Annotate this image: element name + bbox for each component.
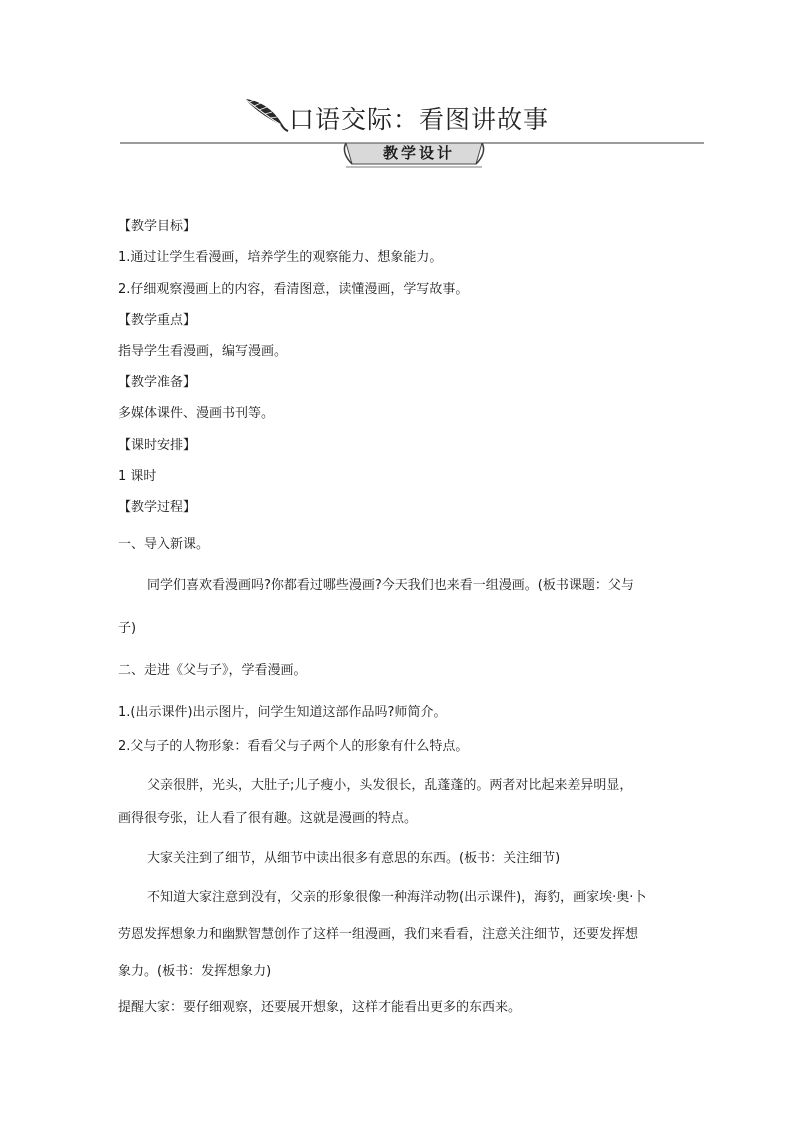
step-2-item-2: 2.父与子的人物形象：看看父与子两个人的形象有什么特点。: [118, 739, 469, 754]
feather-quill-icon: [241, 96, 289, 134]
step-2-item-1: 1.(出示课件)出示图片，问学生知道这部作品吗?师简介。: [118, 705, 447, 720]
remind-paragraph: 提醒大家：要仔细观察，还要展开想象，这样才能看出更多的东西来。: [118, 1000, 522, 1015]
father-paragraph-line-2: 画得很夸张，让人看了很有趣。这就是漫画的特点。: [118, 811, 418, 826]
prep-heading: 【教学准备】: [118, 375, 197, 390]
step-1-heading: 一、导入新课。: [118, 537, 210, 552]
goals-heading: 【教学目标】: [118, 219, 197, 234]
father-paragraph-line-1: 父亲很胖，光头，大肚子;儿子瘦小，头发很长，乱蓬蓬的。两者对比起来差异明显，: [147, 778, 633, 793]
seal-paragraph-line-3: 象力。(板书：发挥想象力): [118, 964, 272, 979]
banner-label: 教学设计: [382, 144, 455, 162]
focus-heading: 【教学重点】: [118, 313, 197, 328]
seal-paragraph-line-2: 劳恩发挥想象力和幽默智慧创作了这样一组漫画，我们来看看，注意关注细节，还要发挥想: [118, 927, 639, 942]
schedule-heading: 【课时安排】: [118, 438, 197, 453]
goal-item-1: 1.通过让学生看漫画，培养学生的观察能力、想象能力。: [118, 250, 443, 265]
step-1-paragraph-line-2: 子): [118, 621, 137, 636]
focus-text: 指导学生看漫画，编写漫画。: [118, 344, 288, 359]
seal-paragraph-line-1: 不知道大家注意到没有，父亲的形象很像一种海洋动物(出示课件)，海豹，画家埃·奥·卜: [147, 890, 647, 905]
process-heading: 【教学过程】: [118, 500, 197, 515]
step-1-paragraph-line-1: 同学们喜欢看漫画吗?你都看过哪些漫画?今天我们也来看一组漫画。(板书课题：父与: [147, 578, 634, 593]
detail-paragraph: 大家关注到了细节，从细节中读出很多有意思的东西。(板书：关注细节): [147, 851, 561, 866]
section-banner: [120, 134, 704, 174]
page-title: 口语交际：看图讲故事: [289, 105, 550, 134]
title-row: [0, 92, 794, 138]
goal-item-2: 2.仔细观察漫画上的内容，看清图意，读懂漫画，学写故事。: [118, 282, 469, 297]
prep-text: 多媒体课件、漫画书刊等。: [118, 406, 275, 421]
schedule-text: 1 课时: [118, 469, 157, 484]
step-2-heading: 二、走进《父与子》，学看漫画。: [118, 663, 307, 678]
